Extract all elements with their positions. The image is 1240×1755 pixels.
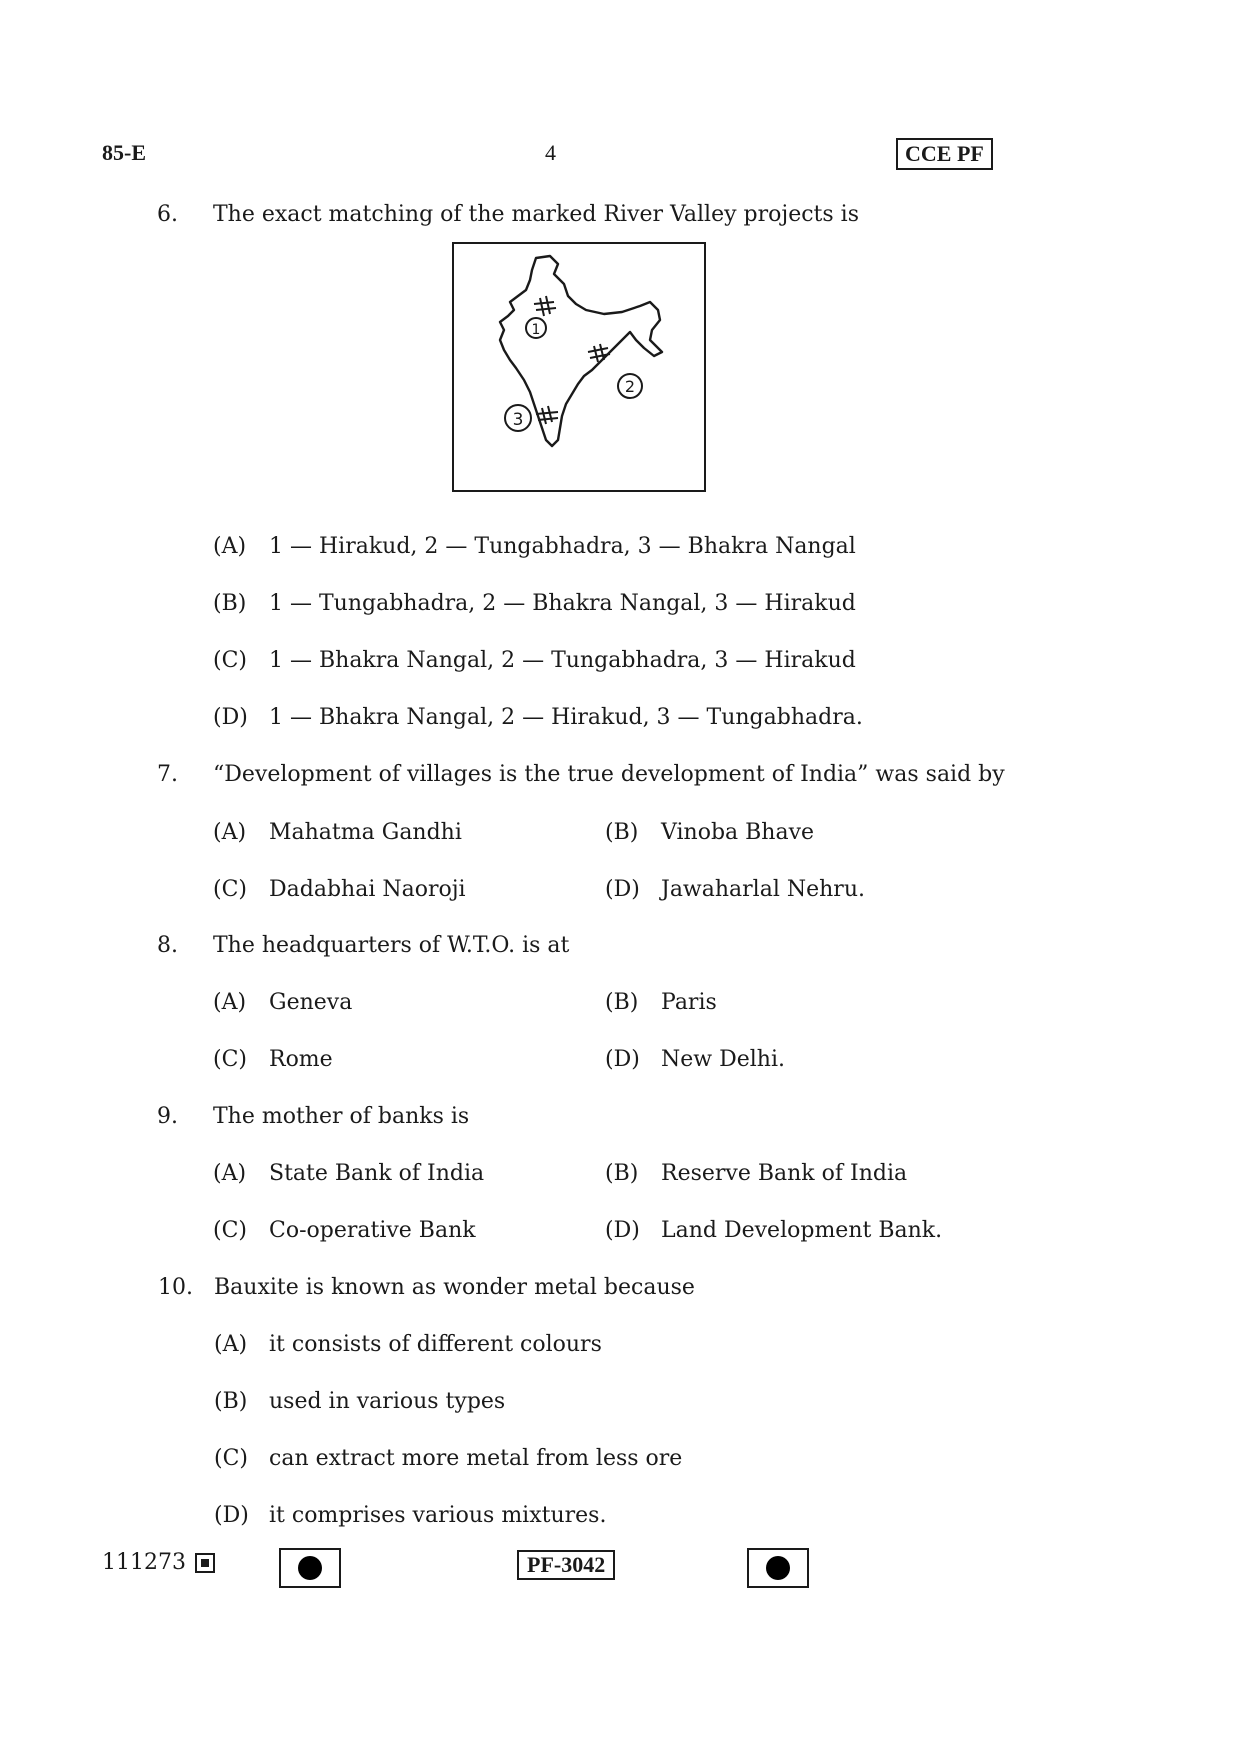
q10-option-letter: (C) bbox=[214, 1446, 248, 1471]
map-label-1: 1 bbox=[531, 322, 541, 338]
question-9-number: 9. bbox=[157, 1104, 178, 1129]
footer-paper-code: PF-3042 bbox=[517, 1550, 615, 1580]
q6-option-a: 1 — Hirakud, 2 — Tungabhadra, 3 — Bhakra Nangal bbox=[269, 534, 856, 559]
question-6-text: The exact matching of the marked River Valley projects is bbox=[213, 202, 859, 227]
map-label-3: 3 bbox=[512, 410, 524, 430]
question-7-number: 7. bbox=[157, 762, 178, 787]
question-8-text: The headquarters of W.T.O. is at bbox=[213, 933, 570, 958]
q6-option-letter: (B) bbox=[213, 591, 247, 616]
page-number: 4 bbox=[545, 140, 556, 165]
question-10-text: Bauxite is known as wonder metal because bbox=[214, 1275, 695, 1300]
q6-option-letter: (C) bbox=[213, 648, 247, 673]
q7-option-d: Jawaharlal Nehru. bbox=[661, 877, 865, 902]
question-10-number: 10. bbox=[158, 1275, 193, 1300]
q10-option-c: can extract more metal from less ore bbox=[269, 1446, 683, 1471]
q8-option-letter: (C) bbox=[213, 1047, 247, 1072]
q6-option-c: 1 — Bhakra Nangal, 2 — Tungabhadra, 3 — Hirakud bbox=[269, 648, 856, 673]
q8-option-b: Paris bbox=[661, 990, 717, 1015]
question-8-number: 8. bbox=[157, 933, 178, 958]
question-6-number: 6. bbox=[157, 202, 178, 227]
question-7-text: “Development of villages is the true development of India” was said by bbox=[213, 762, 1005, 787]
q10-option-b: used in various types bbox=[269, 1389, 506, 1414]
q8-option-letter: (D) bbox=[605, 1047, 640, 1072]
q10-option-letter: (D) bbox=[214, 1503, 249, 1528]
paper-code-header: 85-E bbox=[102, 140, 146, 165]
q10-option-a: it consists of different colours bbox=[269, 1332, 602, 1357]
q7-option-letter: (D) bbox=[605, 877, 640, 902]
q9-option-letter: (A) bbox=[213, 1161, 247, 1186]
q6-option-letter: (D) bbox=[213, 705, 248, 730]
q8-option-letter: (B) bbox=[605, 990, 639, 1015]
q7-option-letter: (B) bbox=[605, 820, 639, 845]
q8-option-c: Rome bbox=[269, 1047, 333, 1072]
paper-type-box: CCE PF bbox=[896, 138, 993, 170]
q8-option-letter: (A) bbox=[213, 990, 247, 1015]
footer-square-mark-icon bbox=[195, 1553, 215, 1573]
india-map-figure bbox=[452, 242, 706, 492]
q9-option-letter: (C) bbox=[213, 1218, 247, 1243]
q6-option-b: 1 — Tungabhadra, 2 — Bhakra Nangal, 3 — Hirakud bbox=[269, 591, 856, 616]
footer-serial-number: 111273 bbox=[102, 1550, 186, 1575]
q10-option-letter: (B) bbox=[214, 1389, 248, 1414]
q7-option-c: Dadabhai Naoroji bbox=[269, 877, 466, 902]
q7-option-letter: (C) bbox=[213, 877, 247, 902]
q10-option-letter: (A) bbox=[214, 1332, 248, 1357]
q8-option-a: Geneva bbox=[269, 990, 353, 1015]
q9-option-letter: (B) bbox=[605, 1161, 639, 1186]
q8-option-d: New Delhi. bbox=[661, 1047, 785, 1072]
q9-option-letter: (D) bbox=[605, 1218, 640, 1243]
q9-option-a: State Bank of India bbox=[269, 1161, 485, 1186]
q9-option-d: Land Development Bank. bbox=[661, 1218, 943, 1243]
q9-option-c: Co-operative Bank bbox=[269, 1218, 476, 1243]
q7-option-a: Mahatma Gandhi bbox=[269, 820, 462, 845]
question-9-text: The mother of banks is bbox=[213, 1104, 470, 1129]
q9-option-b: Reserve Bank of India bbox=[661, 1161, 908, 1186]
registration-dot-icon bbox=[279, 1548, 341, 1588]
q6-option-letter: (A) bbox=[213, 534, 247, 559]
india-map-outline bbox=[454, 244, 704, 490]
q6-option-d: 1 — Bhakra Nangal, 2 — Hirakud, 3 — Tungabhadra. bbox=[269, 705, 863, 730]
q7-option-b: Vinoba Bhave bbox=[661, 820, 815, 845]
map-label-2: 2 bbox=[624, 377, 636, 396]
q10-option-d: it comprises various mixtures. bbox=[269, 1503, 607, 1528]
registration-dot-icon bbox=[747, 1548, 809, 1588]
q7-option-letter: (A) bbox=[213, 820, 247, 845]
